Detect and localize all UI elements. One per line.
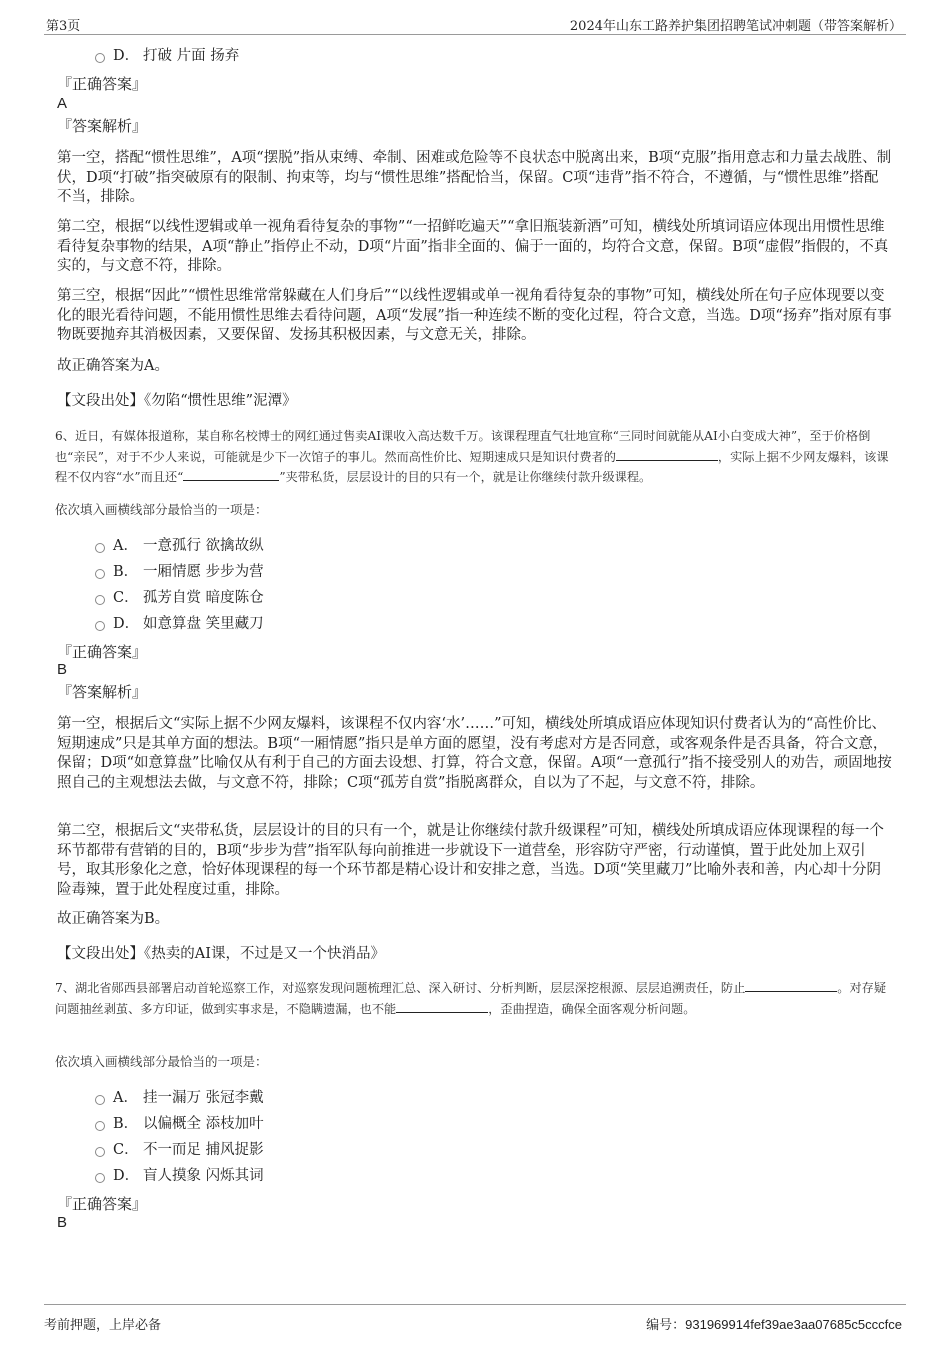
option-c[interactable]: C． 孤芳自赏 暗度陈仓 <box>95 588 264 608</box>
page-number: 第3页 <box>46 19 81 34</box>
question-stem: 6、近日，有媒体报道称，某自称名校博士的网红通过售卖AI课收入高达数千万。该课程理直气壮地宣称“三同时间就能从AI小白变成大神”，至于价格倒也“亲民”，对于不少人来说，可能就是少下一次馆子的事儿。然而高性价比、短期速成只是知识付费者的 ，实际上据不少网友爆料，该课程不仅内容“水”而且还“ ”夹带私货，层层设计的目的只有一个，就是让你继续付款升级课程。 <box>55 429 889 484</box>
option-d[interactable]: D． 打破 片面 扬弃 <box>95 46 239 66</box>
analysis-paragraph: 第一空，搭配“惯性思维”，A项“摆脱”指从束缚、牵制、困难或危险等不良状态中脱离出来，B项“克服”指用意志和力量去战胜、制伏，D项“打破”指突破原有的限制、拘束等，均与“惯性思维”搭配恰当，保留。C项“违背”指不符合，不遵循，与“惯性思维”搭配不当，排除。 <box>57 150 892 205</box>
question-instruction: 依次填入画横线部分最恰当的一项是： <box>55 1054 268 1069</box>
source-citation: 【文段出处】《勿陷“惯性思维”泥潭》 <box>57 393 297 409</box>
fill-blank <box>745 979 837 992</box>
option-b[interactable]: B． 一厢情愿 步步为营 <box>95 562 264 582</box>
document-code: 编号：931969914fef39ae3aa07685c5cccfce <box>646 1317 902 1333</box>
correct-answer-label: 『正确答案』 <box>57 75 148 93</box>
fill-blank <box>396 1000 488 1013</box>
radio-icon[interactable] <box>95 543 105 553</box>
answer-value: A <box>57 95 68 112</box>
analysis-label: 『答案解析』 <box>57 117 148 135</box>
radio-icon[interactable] <box>95 595 105 605</box>
option-b[interactable]: B． 以偏概全 添枝加叶 <box>95 1114 264 1134</box>
radio-icon[interactable] <box>95 621 105 631</box>
analysis-paragraph: 第二空，根据后文“夹带私货，层层设计的目的只有一个，就是让你继续付款升级课程”可知，横线处所填成语应体现课程的每一个环节都带有营销的目的，B项“步步为营”指军队每向前推进一步就设下一道营垒，形容防守严密，行动谨慎，置于此处加上双引号，取其形象化之意，恰好体现课程的每一个环节都是精心设计和安排之意，当选。D项“笑里藏刀”比喻外表和善，内心却十分阴险毒辣，置于此处程度过重，排除。 <box>57 823 884 898</box>
radio-icon[interactable] <box>95 1095 105 1105</box>
fill-blank <box>616 448 718 461</box>
analysis-conclusion: 故正确答案为B。 <box>57 911 170 927</box>
question-instruction: 依次填入画横线部分最恰当的一项是： <box>55 502 268 517</box>
analysis-conclusion: 故正确答案为A。 <box>57 358 169 374</box>
radio-icon[interactable] <box>95 1173 105 1183</box>
option-d[interactable]: D． 盲人摸象 闪烁其词 <box>95 1166 264 1186</box>
answer-value: B <box>57 661 68 678</box>
option-a[interactable]: A． 挂一漏万 张冠李戴 <box>95 1088 264 1108</box>
analysis-label: 『答案解析』 <box>57 683 148 701</box>
analysis-paragraph: 第一空，根据后文“实际上据不少网友爆料，该课程不仅内容‘水’……”可知，横线处所填成语应体现知识付费者认为的“高性价比、短期速成”只是其单方面的想法。B项“一厢情愿”指只是单方面的愿望，没有考虑对方是否同意，或客观条件是否具备，符合文意，保留；D项“如意算盘”比喻仅从有利于自己的方面去设想、打算，符合文意，保留。A项“一意孤行”指不接受别人的劝告，顽固地按照自己的主观想法去做，与文意不符，排除；C项“孤芳自赏”指脱离群众，自以为了不起，与文意不符，排除。 <box>57 716 892 791</box>
document-title: 2024年山东工路养护集团招聘笔试冲刺题（带答案解析） <box>569 19 902 34</box>
analysis-paragraph: 第二空，根据“以线性逻辑或单一视角看待复杂的事物”“一招鲜吃遍天”“拿旧瓶装新酒”可知，横线处所填词语应体现出用惯性思维看待复杂事物的结果，A项“静止”指停止不动，D项“片面”指非全面的、偏于一面的，均符合文意，保留。B项“虚假”指假的，不真实的，与文意不符，排除。 <box>57 219 889 274</box>
radio-icon[interactable] <box>95 1121 105 1131</box>
page-header <box>44 14 906 35</box>
option-a[interactable]: A． 一意孤行 欲擒故纵 <box>95 536 264 556</box>
option-c[interactable]: C． 不一而足 捕风捉影 <box>95 1140 264 1160</box>
page-footer <box>44 1304 906 1335</box>
correct-answer-label: 『正确答案』 <box>57 1195 148 1213</box>
fill-blank <box>183 468 279 481</box>
question-stem: 7、湖北省郧西县部署启动首轮巡察工作，对巡察发现问题梳理汇总、深入研讨、分析判断，层层深挖根源、层层追溯责任，防止 。对存疑问题抽丝剥茧、多方印证，做到实事求是，不隐瞒遗漏，也不能 ，歪曲捏造，确保全面客观分析问题。 <box>55 981 887 1016</box>
answer-value: B <box>57 1214 68 1231</box>
analysis-paragraph: 第三空，根据“因此”“惯性思维常常躲藏在人们身后”“以线性逻辑或单一视角看待复杂的事物”可知，横线处所在句子应体现要以变化的眼光看待问题，不能用惯性思维去看待问题，A项“发展”指一种连续不断的变化过程，符合文意，当选。D项“扬弃”指对原有事物既要抛弃其消极因素，又要保留、发扬其积极因素，与文意无关，排除。 <box>57 288 892 343</box>
footer-slogan: 考前押题，上岸必备 <box>44 1318 162 1333</box>
radio-icon[interactable] <box>95 1147 105 1157</box>
radio-icon[interactable] <box>95 53 105 63</box>
correct-answer-label: 『正确答案』 <box>57 643 148 661</box>
source-citation: 【文段出处】《热卖的AI课，不过是又一个快消品》 <box>57 946 385 962</box>
option-d[interactable]: D． 如意算盘 笑里藏刀 <box>95 614 264 634</box>
radio-icon[interactable] <box>95 569 105 579</box>
